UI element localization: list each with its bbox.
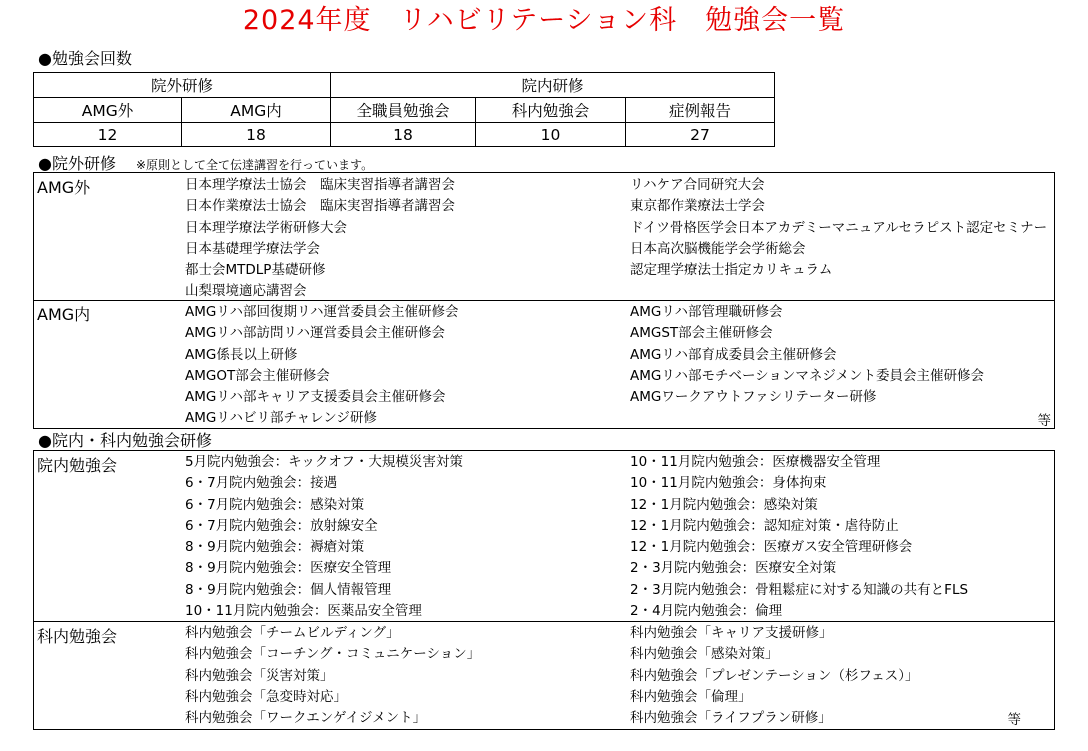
external-heading-text: ●院外研修 (38, 154, 116, 173)
amg-in-label: AMG内 (37, 305, 91, 324)
list-item: 科内勉強会「災害対策」 (185, 667, 334, 684)
list-item: 日本作業療法士協会 臨床実習指導者講習会 (185, 198, 455, 215)
count-heading: ●勉強会回数 (38, 49, 132, 68)
list-item: 日本基礎理学療法学会 (185, 240, 320, 257)
list-item: 東京都作業療法士学会 (630, 198, 765, 215)
list-item: 日本理学療法士協会 臨床実習指導者講習会 (185, 177, 455, 193)
column-header: 科内勉強会 (476, 98, 626, 123)
list-item: 山梨環境適応講習会 (185, 283, 307, 300)
list-item: 6・7月院内勉強会：放射線安全 (185, 517, 378, 534)
list-item: 認定理学療法士指定カリキュラム (630, 262, 833, 279)
list-item: AMGワークアウトファシリテーター研修 (630, 389, 877, 406)
list-item: リハケア合同研究大会 (630, 177, 765, 193)
hospital-list-left (185, 452, 463, 622)
list-item: 10・11月院内勉強会：医療機器安全管理 (630, 454, 881, 470)
list-item: AMGOT部会主催研修会 (185, 367, 330, 384)
department-list-left (185, 623, 480, 729)
list-item: 8・9月院内勉強会：褥瘡対策 (185, 539, 365, 556)
column-header: AMG内 (182, 98, 331, 123)
amg-in-list-right (630, 302, 984, 408)
column-header: 症例報告 (626, 98, 775, 123)
amg-out-row (34, 173, 1054, 300)
group-header-internal: 院内研修 (331, 73, 775, 98)
list-item: 5月院内勉強会：キックオフ・大規模災害対策 (185, 454, 463, 470)
page-title: 2024年度 リハビリテーション科 勉強会一覧 (242, 5, 846, 36)
list-item: 6・7月院内勉強会：感染対策 (185, 496, 365, 513)
list-item: 科内勉強会「急変時対応」 (185, 688, 347, 705)
list-item: 科内勉強会「キャリア支援研修」 (630, 625, 833, 641)
list-item: AMGリハ部訪問リハ運営委員会主催研修会 (185, 325, 446, 342)
count-value: 18 (331, 123, 476, 147)
list-item: AMGリハ部キャリア支援委員会主催研修会 (185, 389, 446, 406)
list-item: 6・7月院内勉強会：接遇 (185, 475, 338, 492)
list-item: 2・3月院内勉強会：骨粗鬆症に対する知識の共有とFLS (630, 581, 969, 598)
list-item: 日本高次脳機能学会学術総会 (630, 240, 806, 257)
amg-in-list-left (185, 302, 459, 430)
amg-in-etc: 等 (1037, 413, 1051, 429)
list-item: AMGリハ部育成委員会主催研修会 (630, 346, 837, 363)
department-row (34, 621, 1054, 730)
list-item: 8・9月院内勉強会：個人情報管理 (185, 581, 392, 598)
group-header-external: 院外研修 (34, 73, 331, 98)
list-item: 科内勉強会「チームビルディング」 (185, 625, 400, 641)
list-item: 2・4月院内勉強会：倫理 (630, 603, 783, 620)
external-note: ※原則として全て伝達講習を行っています。 (135, 158, 374, 172)
list-item: 10・11月院内勉強会：医薬品安全管理 (185, 603, 422, 620)
list-item: 科内勉強会「コーチング・コミュニケーション」 (185, 646, 481, 663)
list-item: 8・9月院内勉強会：医療安全管理 (185, 560, 392, 577)
list-item: AMGST部会主催研修会 (630, 325, 773, 342)
list-item: AMG係長以上研修 (185, 346, 298, 363)
list-item: 2・3月院内勉強会：医療安全対策 (630, 560, 837, 577)
list-item: AMGリハビリ部チャレンジ研修 (185, 410, 377, 427)
amg-in-row (34, 300, 1054, 429)
list-item: 日本理学療法学術研修大会 (185, 219, 347, 236)
list-item: 12・1月院内勉強会：医療ガス安全管理研修会 (630, 539, 913, 556)
count-table (33, 72, 775, 147)
hospital-row (34, 451, 1054, 621)
list-item: 12・1月院内勉強会：感染対策 (630, 496, 818, 513)
hospital-list-right (630, 452, 968, 622)
list-item: 科内勉強会「ワークエンゲイジメント」 (185, 710, 427, 727)
list-item: ドイツ骨格医学会日本アカデミーマニュアルセラピスト認定セミナー (630, 219, 1048, 236)
list-item: AMGリハ部回復期リハ運営委員会主催研修会 (185, 304, 459, 320)
count-value: 10 (476, 123, 626, 147)
internal-box (33, 450, 1055, 730)
amg-out-list-right (630, 175, 1047, 281)
column-header: 全職員勉強会 (331, 98, 476, 123)
department-label: 科内勉強会 (37, 627, 118, 646)
list-item: AMGリハ部モチベーションマネジメント委員会主催研修会 (630, 367, 984, 384)
hospital-label: 院内勉強会 (37, 456, 118, 475)
count-value: 12 (34, 123, 182, 147)
list-item: 科内勉強会「感染対策」 (630, 646, 779, 663)
internal-heading: ●院内・科内勉強会研修 (38, 431, 212, 450)
list-item: 都士会MTDLP基礎研修 (185, 262, 326, 279)
column-header: AMG外 (34, 98, 182, 123)
list-item: AMGリハ部管理職研修会 (630, 304, 783, 320)
list-item: 12・1月院内勉強会：認知症対策・虐待防止 (630, 517, 899, 534)
count-value: 27 (626, 123, 775, 147)
list-item: 科内勉強会「ライフプラン研修」 (630, 710, 832, 727)
list-item: 10・11月院内勉強会：身体拘束 (630, 475, 827, 492)
count-value: 18 (182, 123, 331, 147)
list-item: 科内勉強会「倫理」 (630, 688, 752, 705)
amg-out-label: AMG外 (37, 178, 91, 197)
list-item: 科内勉強会「プレゼンテーション（杉フェス）」 (630, 667, 919, 684)
external-box (33, 172, 1055, 429)
department-etc: 等 (1007, 712, 1021, 728)
department-list-right (630, 623, 919, 729)
amg-out-list-left (185, 175, 455, 303)
